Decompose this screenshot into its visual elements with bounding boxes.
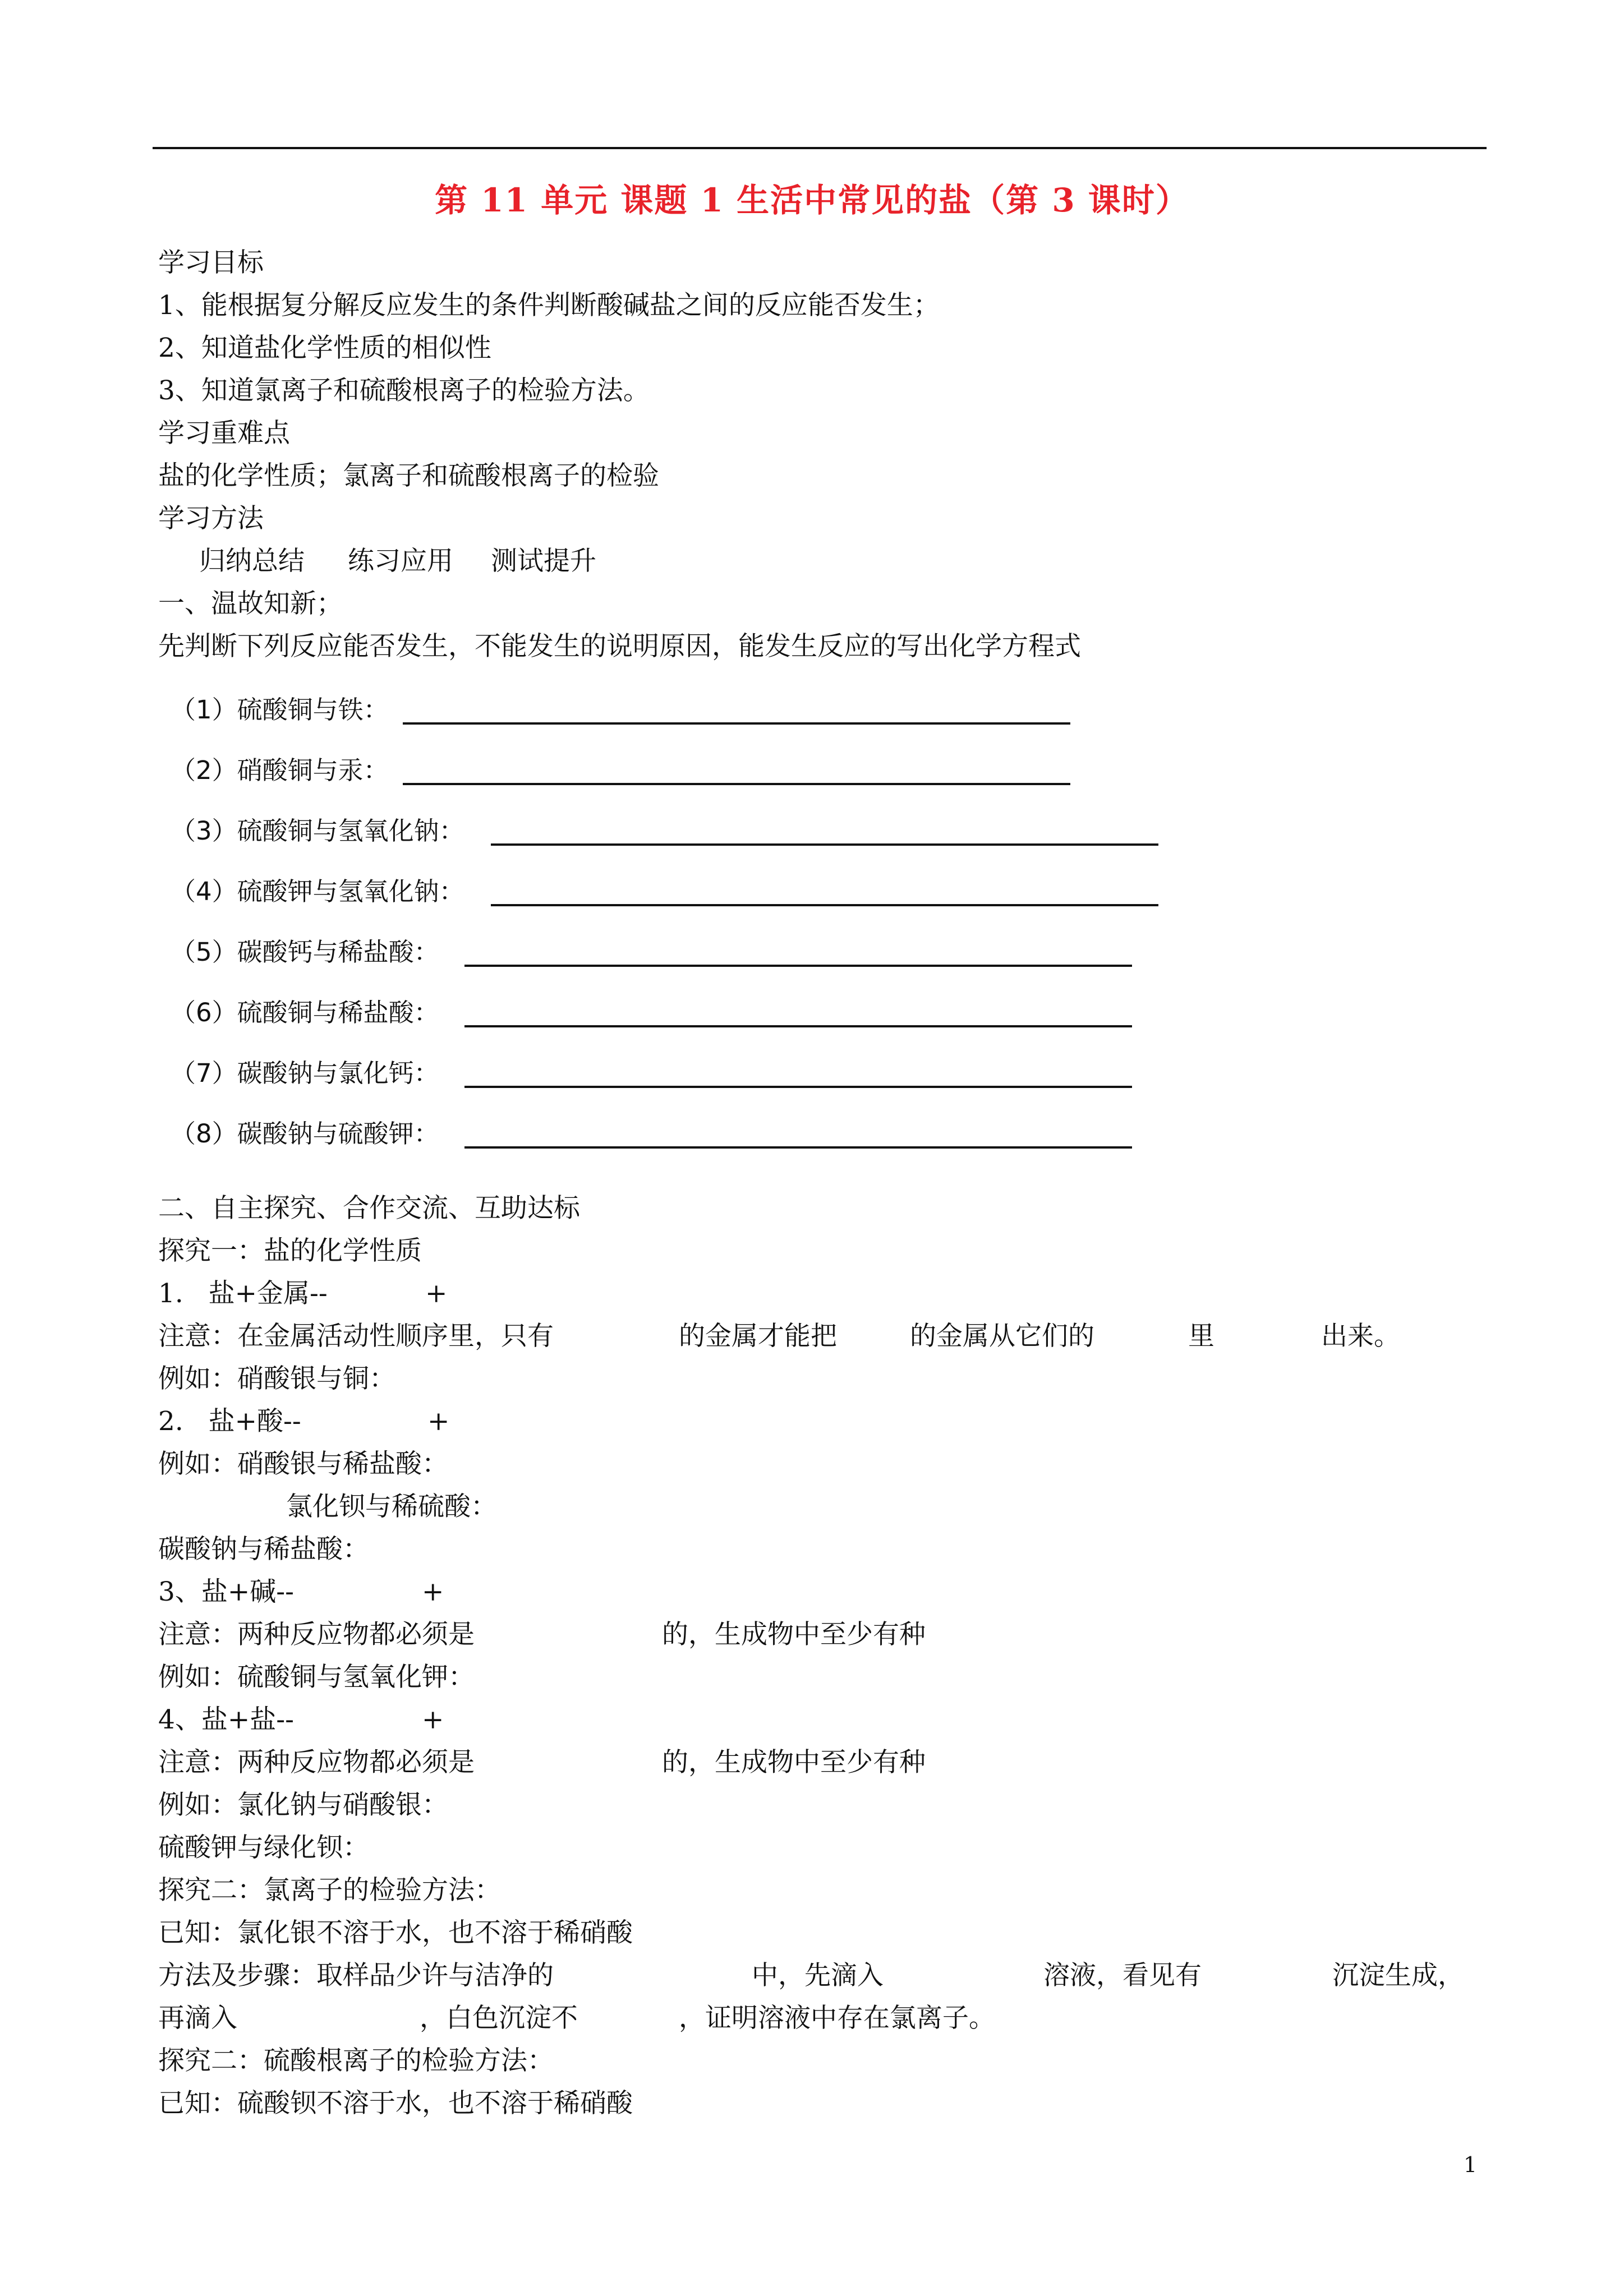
answer-blank[interactable] [464, 1086, 1132, 1088]
note-text: 的金属才能把 [679, 1321, 837, 1352]
example: 碳酸钠与稀盐酸： [158, 1534, 369, 1565]
goal-item: 3、知道氯离子和硫酸根离子的检验方法。 [158, 375, 650, 406]
exercise-label: （4）硫酸钾与氢氧化钠： [171, 877, 464, 906]
example: 例如：硫酸铜与氢氧化钾： [158, 1662, 475, 1693]
review-heading: 一、温故知新； [158, 588, 343, 619]
answer-blank[interactable] [403, 722, 1070, 725]
steps-text: 沉淀生成， [1332, 1960, 1464, 1991]
method-item: 归纳总结 [199, 546, 305, 577]
example: 硫酸钾与绿化钡： [158, 1832, 369, 1863]
steps-text: ，证明溶液中存在氯离子。 [679, 2003, 995, 2034]
steps-text: ，白色沉淀不 [420, 2003, 578, 2034]
answer-blank[interactable] [464, 1025, 1132, 1027]
plus-sign: + [422, 1704, 444, 1735]
property-2: 2. 盐+酸-- [158, 1406, 301, 1437]
goal-item: 1、能根据复分解反应发生的条件判断酸碱盐之间的反应能否发生； [158, 290, 940, 321]
exercise-label: （5）碳酸钙与稀盐酸： [171, 937, 439, 967]
header-rule [153, 147, 1487, 149]
answer-blank[interactable] [464, 1146, 1132, 1149]
answer-blank[interactable] [491, 843, 1158, 846]
note-text: 注意：两种反应物都必须是 [158, 1747, 475, 1778]
exercise-label: （8）碳酸钠与硫酸钾： [171, 1119, 439, 1149]
exercise-label: （6）硫酸铜与稀盐酸： [171, 998, 439, 1027]
answer-blank[interactable] [464, 965, 1132, 967]
goal-item: 2、知道盐化学性质的相似性 [158, 333, 491, 363]
review-instruction: 先判断下列反应能否发生，不能发生的说明原因，能发生反应的写出化学方程式 [158, 631, 1081, 662]
answer-blank[interactable] [403, 783, 1070, 785]
example: 氯化钡与稀硫酸： [286, 1491, 497, 1522]
exercise-label: （1）硫酸铜与铁： [171, 695, 389, 725]
exercise-label: （2）硝酸铜与汞： [171, 755, 389, 785]
exercise-label: （3）硫酸铜与氢氧化钠： [171, 816, 464, 846]
steps-text: 中，先滴入 [752, 1960, 884, 1991]
exercise-label: （7）碳酸钠与氯化钙： [171, 1058, 439, 1088]
plus-sign: + [425, 1278, 448, 1309]
example: 例如：氯化钠与硝酸银： [158, 1790, 448, 1820]
known-fact: 已知：硫酸钡不溶于水，也不溶于稀硝酸 [158, 2088, 633, 2119]
section2-heading: 二、自主探究、合作交流、互助达标 [158, 1193, 580, 1224]
plus-sign: + [422, 1576, 444, 1607]
method-item: 测试提升 [491, 546, 596, 577]
property-3: 3、盐+碱-- [158, 1576, 295, 1607]
explore3-heading: 探究二：硫酸根离子的检验方法： [158, 2045, 554, 2076]
note-text: 出来。 [1321, 1321, 1400, 1352]
key-heading: 学习重难点 [158, 418, 290, 449]
steps-text: 方法及步骤：取样品少许与洁净的 [158, 1960, 554, 1991]
steps-text: 溶液，看见有 [1043, 1960, 1202, 1991]
note-text: 的，生成物中至少有种 [662, 1619, 926, 1650]
explore2-heading: 探究二：氯离子的检验方法： [158, 1875, 501, 1906]
goals-heading: 学习目标 [158, 247, 264, 278]
note-text: 的金属从它们的 [910, 1321, 1094, 1352]
plus-sign: + [427, 1406, 450, 1437]
method-heading: 学习方法 [158, 503, 264, 534]
answer-blank[interactable] [491, 904, 1158, 906]
note-text: 注意：两种反应物都必须是 [158, 1619, 475, 1650]
note-text: 的，生成物中至少有种 [662, 1747, 926, 1778]
note-text: 注意：在金属活动性顺序里，只有 [158, 1321, 554, 1352]
steps-text: 再滴入 [158, 2003, 237, 2034]
page-title: 第 11 单元 课题 1 生活中常见的盐（第 3 课时） [435, 181, 1189, 219]
method-item: 练习应用 [348, 546, 453, 577]
note-text: 里 [1188, 1321, 1214, 1352]
example: 例如：硝酸银与稀盐酸： [158, 1449, 448, 1479]
known-fact: 已知：氯化银不溶于水，也不溶于稀硝酸 [158, 1917, 633, 1948]
property-1: 1. 盐+金属-- [158, 1278, 328, 1309]
key-text: 盐的化学性质；氯离子和硫酸根离子的检验 [158, 460, 659, 491]
property-4: 4、盐+盐-- [158, 1704, 295, 1735]
example: 例如：硝酸银与铜： [158, 1363, 395, 1394]
explore1-heading: 探究一：盐的化学性质 [158, 1235, 422, 1266]
page-number: 1 [1463, 2152, 1477, 2177]
